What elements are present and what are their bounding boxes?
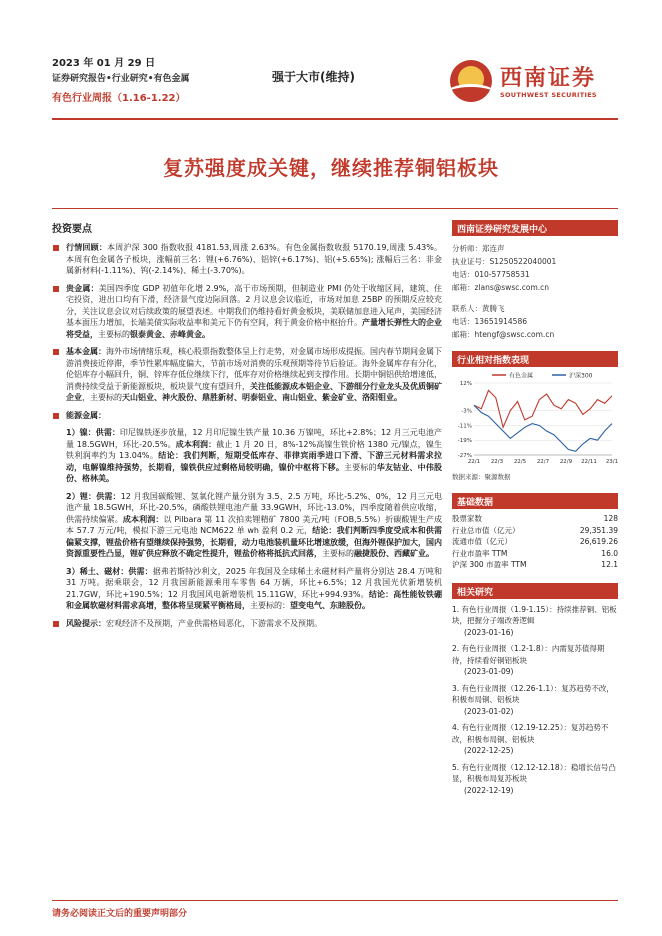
disclaimer-footer: 请务必阅读正文后的重要声明部分 (52, 909, 188, 919)
related-research-item[interactable] (452, 762, 618, 797)
report-date: 2023 年 01 月 29 日 (52, 58, 156, 69)
analyst-email[interactable]: 邮箱：zlans@swsc.com.cn (452, 283, 550, 292)
title-divider (52, 208, 618, 209)
x-tick-label: 22/11 (581, 459, 597, 465)
y-tick-label: -3% (461, 408, 472, 415)
research-center-header: 西南证券研究发展中心 (452, 220, 618, 236)
related-research-header: 相关研究 (452, 583, 618, 599)
basic-data-label: 行业市盈率 TTM (452, 548, 508, 558)
base-metals-bullet: 基本金属：海外市场情绪乐观，核心股票指数整体呈上行走势，对金属市场形成提振。国内春节期间金属下游消费接近停滞，季节性累库幅度偏大，节前市场对消费的乐观预期等待节后验证。海外金属库存有分化，伦铝库存小幅回升，铜、锌库存低位继续下行，低库存对价格继续起到支撑作用。长期中铜铝供给增速低，消费持续受益于新能源板块，板块景气度有望回升，关注低能源成本铝企业、下游细分行业龙头及优质铜矿企业，主要标的天山铝业、神火股份、鼎胜新材、明泰铝业、南山铝业、紫金矿业、洛阳钼业。 (52, 346, 442, 404)
basic-data-value: 128 (603, 514, 618, 523)
basic-data-value: 12.1 (601, 560, 618, 569)
logo-emblem-icon (450, 60, 492, 102)
related-research-title: 1. 有色行业周报（1.9-1.15）：持续推荐铜、铝板块，把握分子端改善逻辑 (452, 604, 617, 625)
x-tick-label: 23/1 (605, 459, 618, 465)
x-tick-label: 22/5 (513, 459, 527, 465)
basic-data-section (452, 493, 618, 571)
precious-metals-bullet: 贵金属：美国四季度 GDP 初值年化增 2.9%，高于市场预期，但制造业 PMI 仍处于收缩区间，建筑、住宅投资，进出口均有下滑，经济景气度边际回落。2 月议息会议临近，市场对加息 25BP 的预期反应较充分，关注议息会议对后续政策的展望表述。中期我们仍维持看好黄金板块，美联储加息进入尾声，美国经济基本面压力增加，长端美债实际收益率和美元下仍有空间，利于黄金价格中枢抬升。产量增长弹性大的企业将受益，主要标的银泰黄金、赤峰黄金。 (52, 283, 442, 341)
analyst-info (452, 242, 618, 341)
related-research-title: 5. 有色行业周报（12.12-12.18）：稳增长信号凸显，积极布局复苏板块 (452, 762, 616, 783)
analyst-name: 分析师：郑连声 (452, 244, 505, 253)
related-research-item[interactable] (452, 683, 618, 718)
energy-metals-bullet: 能源金属： (52, 410, 442, 422)
contact-email[interactable]: 邮箱：htengf@swsc.com.cn (452, 330, 555, 339)
y-tick-label: 12% (459, 381, 472, 387)
related-research-date: (2023-01-09) (464, 667, 514, 676)
key-points-section (52, 220, 442, 635)
y-tick-label: -19% (457, 438, 472, 445)
basic-data-label: 沪深 300 市盈率 TTM (452, 560, 527, 569)
basic-data-row (452, 525, 618, 537)
logo-en-text: SOUTHWEST SECURITIES (500, 91, 597, 99)
related-research-item[interactable] (452, 604, 618, 639)
analyst-phone: 电话：010-57758531 (452, 270, 530, 279)
footer-divider (52, 900, 618, 901)
basic-data-label: 流通市值（亿元） (452, 537, 512, 546)
lithium-paragraph: 2）锂：供需：12 月我国碳酸锂、氢氧化锂产量分别为 3.5、2.5 万吨，环比-5.2%、0%，12 月三元电池产量 18.5GWH，环比-20.5%，磷酸铁锂电池产量 33.9GWH，环比-13.0%，四季度随着供应收缩，供需持续偏紧。成本利润：以 Pilbara 第 11 次拍卖锂精矿 7800 美元/吨（FOB,5.5%）折碳酸锂生产成本 57.7 万元/吨，模拟下游三元电池 NCM622 单 wh 盈利 0.2 元，结论：我们判断四季度受成本和供需偏紧支撑，锂盐价格有望继续保持强势，长期看，动力电池装机量环比增速放缓，但海外锂保护加大，国内资源重要性凸显，锂矿供应释放不确定性提升，锂盐价格将抵抗式回落，主要标的融捷股份、西藏矿业。 (66, 491, 443, 558)
legend-label: 有色金属 (509, 372, 534, 380)
related-research-date: (2023-01-16) (464, 627, 514, 637)
key-points-heading: 投资要点 (52, 224, 92, 235)
related-research-section (452, 583, 618, 797)
risk-bullet: 风险提示：宏观经济不及预期，产业供需格局恶化，下游需求不及预期。 (52, 618, 442, 630)
legend-label: 沪深300 (569, 372, 593, 380)
relative-index-chart-section (452, 351, 618, 481)
related-research-date: (2023-01-02) (464, 706, 514, 716)
company-logo (450, 56, 620, 106)
relative-index-chart (452, 369, 618, 471)
chart-source: 数据来源：聚源数据 (452, 473, 511, 481)
basic-data-label: 股票家数 (452, 514, 482, 523)
sidebar (452, 220, 618, 796)
basic-data-label: 行业总市值（亿元） (452, 525, 520, 535)
header-divider (52, 118, 618, 120)
contact-phone: 电话：13651914586 (452, 317, 527, 326)
basic-data-value: 16.0 (601, 548, 618, 558)
basic-data-row (452, 548, 618, 560)
chart-header: 行业相对指数表现 (452, 351, 618, 367)
related-research-date: (2022-12-25) (464, 746, 514, 755)
analyst-license: 执业证号：S1250522040001 (452, 257, 557, 266)
rare-earth-paragraph: 3）稀土、磁材：供需：据弗若斯特沙利文，2025 年我国及全球稀土永磁材料产量将分别达 28.4 万吨和 31 万吨。据乘联会，12 月我国新能源乘用车零售 64 万辆，环比+6.5%；12 月我国光伏新增装机 21.7GW，环比+190.5%；12 月我国风电新增装机 15.11GW，环比+994.93%。结论：高性能钕铁硼和金属软磁材料需求高增，整体将呈现紧平衡格局，主要标的：望变电气、东睦股份。 (66, 566, 443, 610)
report-title: 复苏强度成关键，继续推荐铜铝板块 (163, 156, 499, 180)
x-tick-label: 22/3 (490, 459, 504, 465)
basic-data-value: 26,619.26 (579, 537, 618, 546)
x-tick-label: 22/1 (467, 459, 481, 465)
market-review-bullet: 行情回顾：本周沪深 300 指数收报 4181.53,周涨 2.63%。有色金属指数收报 5170.19,周涨 5.43%。本周有色金属各子板块，涨幅前三名：锂(+6.76%)、铝锌(+6.17%)、铝(+5.65%); 涨幅后三名：非金属新材料(-1.11%)、钨(-2.14%)、稀土(-3.70%)。 (52, 242, 442, 277)
contact-name: 联系人：黄腾飞 (452, 304, 505, 313)
industry-rating: 强于大市(维持) (272, 70, 355, 84)
nickel-paragraph: 1）镍：供需：印尼镍铁逐步放量，12 月印尼镍生铁产量 10.36 万镍吨，环比+2.8%；12 月三元电池产量 18.5GWH，环比-20.5%。成本利润：截止 1 月 20 日，8%-12%高镍生铁价格 1380 元/镍点，镍生铁利润率约为 13.04%。结论：我们判断，短期受低库存、菲律宾雨季进口下滑、下游三元材料需求拉动，电解镍维持强势，长期看，镍铁供应过剩格局较明确，镍价中枢将下移。主要标的华友钴业、中伟股份、格林美。 (66, 428, 443, 483)
series-line (474, 405, 612, 451)
related-research-list (452, 604, 618, 797)
basic-data-row (452, 536, 618, 548)
related-research-item[interactable] (452, 643, 618, 678)
x-tick-label: 22/7 (536, 459, 550, 465)
basic-data-row (452, 513, 618, 525)
y-tick-label: -27% (457, 453, 472, 459)
y-tick-label: -11% (457, 423, 472, 430)
report-category: 证券研究报告•行业研究•有色金属 (52, 74, 190, 84)
x-tick-label: 22/9 (559, 459, 573, 465)
logo-cn-text: 西南证券 (500, 65, 597, 91)
related-research-title: 3. 有色行业周报（12.26-1.1）：复苏趋势不改，积极布局铜、铝板块 (452, 683, 614, 704)
related-research-title: 4. 有色行业周报（12.19-12.25）：复苏趋势不改，积极布局铜、铝板块 (452, 723, 609, 744)
basic-data-table (452, 513, 618, 571)
basic-data-row (452, 559, 618, 571)
related-research-date: (2022-12-19) (464, 785, 514, 795)
basic-data-value: 29,351.39 (579, 525, 618, 535)
related-research-item[interactable] (452, 722, 618, 757)
basic-data-header: 基础数据 (452, 493, 618, 509)
report-series: 有色行业周报（1.16-1.22） (52, 93, 186, 104)
related-research-title: 2. 有色行业周报（1.2-1.8）：内需复苏值得期待，持续看好铜铝板块 (452, 644, 605, 665)
